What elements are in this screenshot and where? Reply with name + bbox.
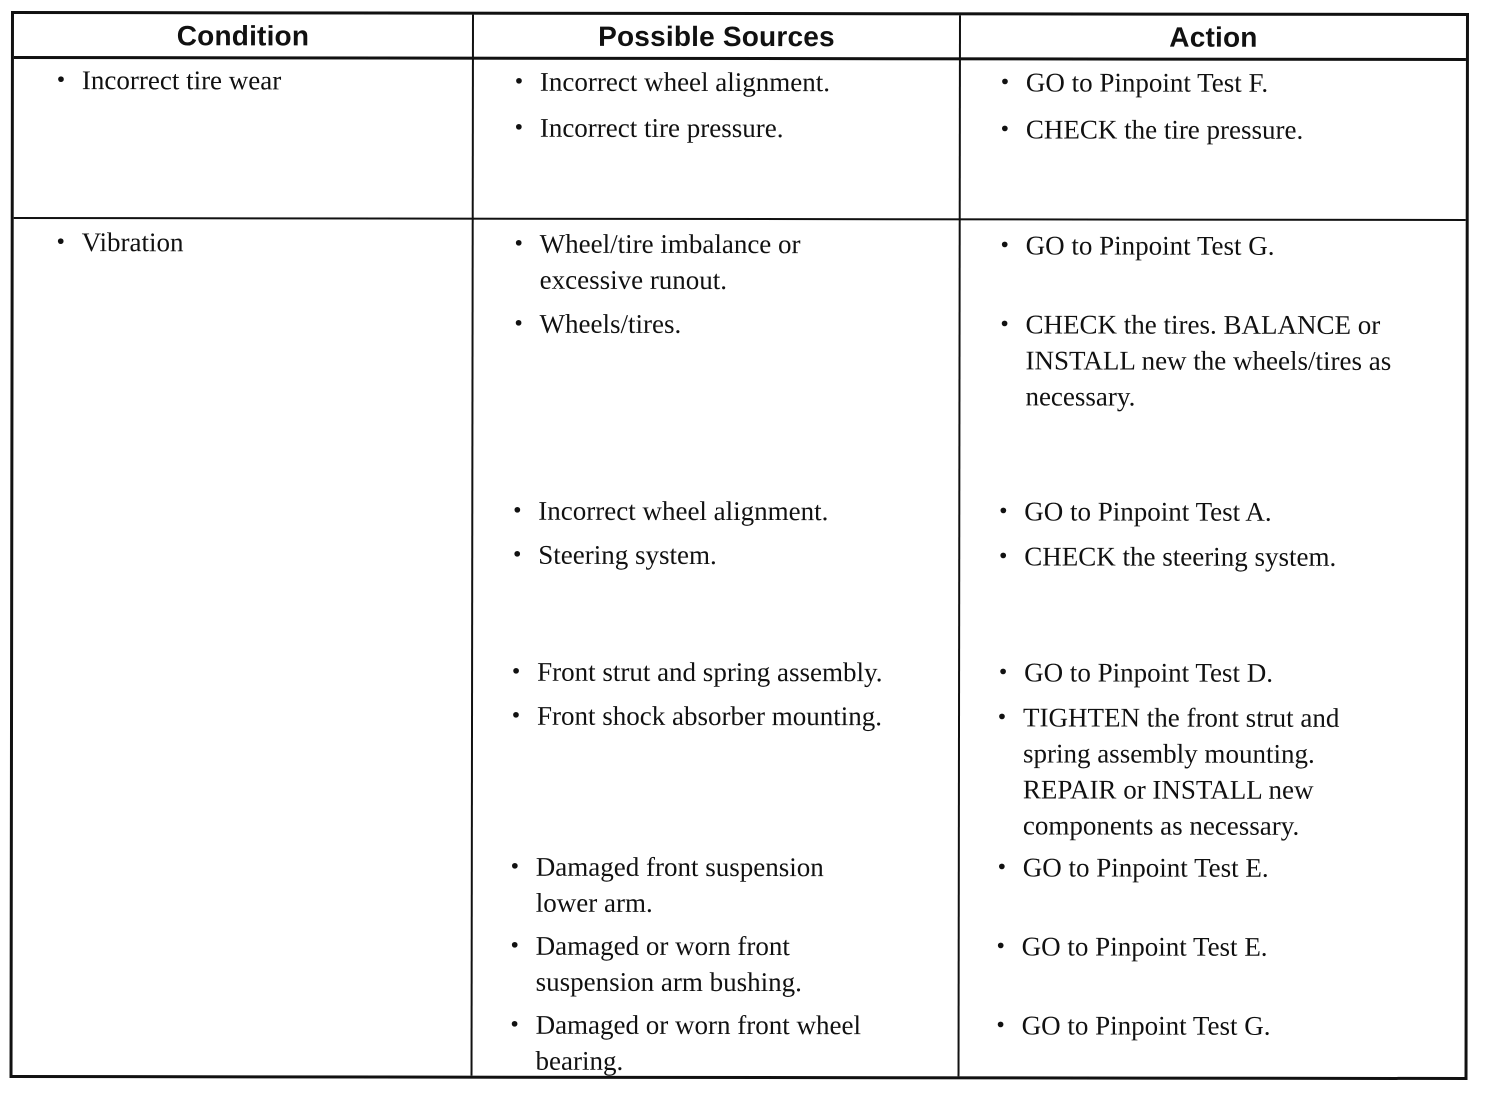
action-text: CHECK the tires. BALANCE or INSTALL new the wheels/tires as necessary. (1025, 309, 1392, 412)
action-text: GO to Pinpoint Test G. (1021, 1010, 1271, 1041)
bullet-icon: • (510, 1011, 519, 1038)
column-divider-1 (471, 15, 474, 1076)
bullet-icon: • (510, 932, 519, 959)
source-item (508, 306, 948, 343)
bullet-icon: • (511, 658, 521, 685)
source-item (505, 654, 950, 691)
condition-item (50, 62, 460, 99)
action-item (992, 493, 1452, 530)
action-text: GO to Pinpoint Test E. (1022, 852, 1269, 883)
action-text: GO to Pinpoint Test E. (1021, 931, 1268, 962)
bullet-icon: • (998, 659, 1008, 686)
action-text: GO to Pinpoint Test D. (1024, 657, 1273, 688)
action-item (994, 227, 1454, 264)
bullet-icon: • (514, 310, 523, 337)
bullet-icon: • (997, 854, 1007, 881)
source-item (508, 64, 948, 101)
action-text: GO to Pinpoint Test F. (1025, 67, 1269, 98)
source-text: Damaged or worn front wheel bearing. (535, 1009, 861, 1076)
action-item (994, 111, 1454, 148)
bullet-icon: • (1000, 311, 1009, 338)
bullet-icon: • (996, 1012, 1005, 1039)
bullet-icon: • (56, 229, 65, 256)
action-text: GO to Pinpoint Test G. (1025, 230, 1275, 261)
bullet-icon: • (511, 702, 521, 729)
source-item (504, 928, 844, 1000)
source-text: Incorrect wheel alignment. (539, 66, 831, 98)
header-action: Action (1169, 21, 1258, 53)
source-item (504, 1007, 924, 1080)
action-item (992, 654, 1452, 691)
action-item (991, 849, 1451, 886)
bullet-icon: • (514, 114, 524, 141)
source-text: Front shock absorber mounting. (536, 700, 883, 732)
bullet-icon: • (999, 543, 1008, 570)
action-item (990, 1007, 1450, 1044)
action-item (993, 306, 1458, 415)
action-item (991, 699, 1391, 844)
row-divider (14, 217, 1466, 221)
bullet-icon: • (996, 933, 1005, 960)
source-item (504, 849, 884, 922)
bullet-icon: • (513, 541, 522, 568)
source-item (506, 493, 946, 530)
source-text: Steering system. (538, 539, 717, 570)
diagnosis-table (10, 11, 1469, 1080)
source-text: Wheel/tire imbalance or excessive runout. (539, 228, 801, 296)
action-text: CHECK the tire pressure. (1025, 114, 1304, 145)
source-text: Front strut and spring assembly. (537, 656, 883, 688)
action-text: CHECK the steering system. (1024, 541, 1337, 572)
bullet-icon: • (1000, 232, 1009, 259)
bullet-icon: • (1000, 69, 1010, 96)
action-item (992, 538, 1452, 575)
source-item (506, 537, 946, 574)
source-item (508, 110, 948, 147)
action-item (994, 64, 1454, 101)
header-condition: Condition (176, 19, 310, 51)
source-item (505, 698, 950, 735)
bullet-icon: • (510, 853, 520, 880)
action-item (990, 928, 1450, 965)
source-text: Damaged front suspension lower arm. (535, 851, 824, 918)
condition-item (50, 224, 460, 261)
source-item (508, 226, 878, 299)
bullet-icon: • (513, 497, 522, 524)
condition-text: Incorrect tire wear (81, 65, 282, 96)
header-possible-sources: Possible Sources (598, 20, 835, 52)
bullet-icon: • (999, 498, 1008, 525)
source-text: Damaged or worn front suspension arm bushing. (535, 930, 802, 998)
bullet-icon: • (997, 704, 1007, 731)
source-text: Incorrect wheel alignment. (538, 495, 829, 527)
action-text: GO to Pinpoint Test A. (1024, 496, 1272, 527)
bullet-icon: • (1000, 116, 1010, 143)
bullet-icon: • (56, 67, 66, 94)
bullet-icon: • (514, 68, 524, 95)
source-text: Incorrect tire pressure. (539, 112, 784, 144)
source-text: Wheels/tires. (539, 308, 682, 339)
condition-text: Vibration (81, 227, 184, 258)
action-text: TIGHTEN the front strut and spring assembly mounting. REPAIR or INSTALL new components as necessary. (1022, 702, 1340, 841)
bullet-icon: • (514, 230, 523, 257)
column-divider-2 (958, 15, 961, 1076)
